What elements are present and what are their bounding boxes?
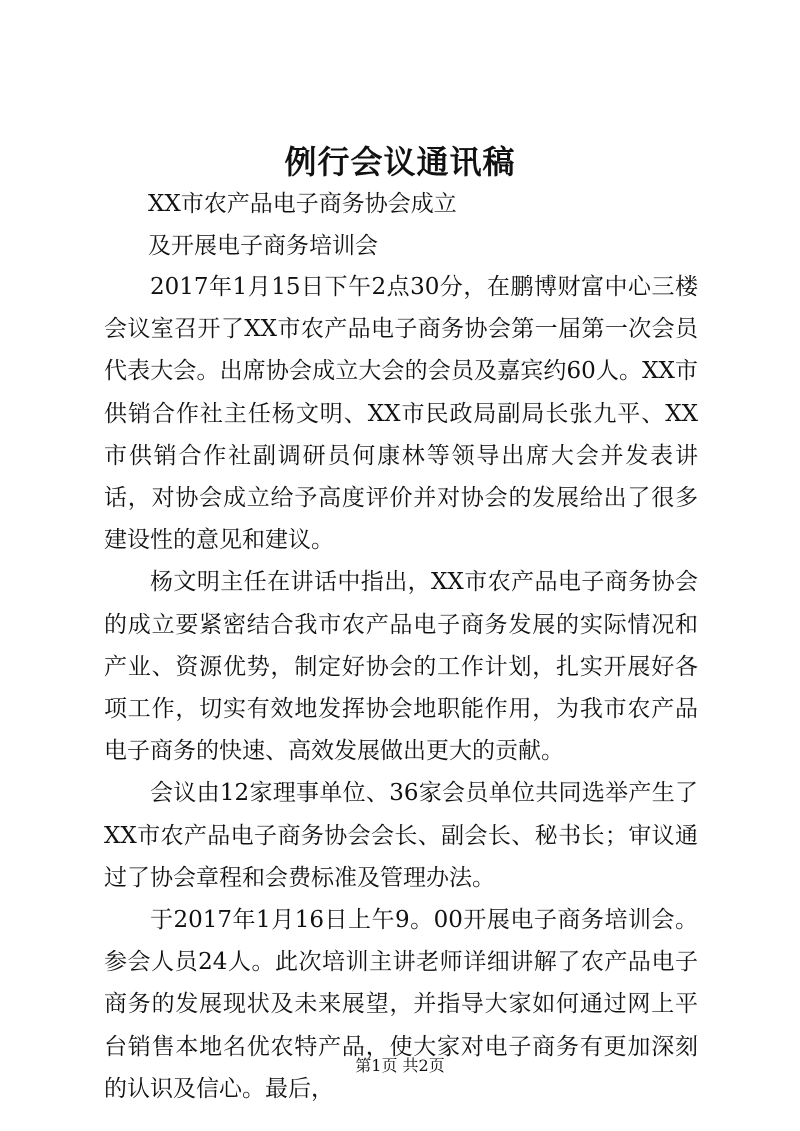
paragraph-4: 于2017年1月16日上午9。00开展电子商务培训会。参会人员24人。此次培训主讲老师详细讲解了农产品电子商务的发展现状及未来展望，并指导大家如何通过网上平台销售本地名优农特产品，使大家对电子商务有更加深刻的认识及信心。最后， xyxy=(104,907,698,1102)
paragraph-3: 会议由12家理事单位、36家会员单位共同选举产生了XX市农产品电子商务协会会长、副会长、秘书长；审议通过了协会章程和会费标准及管理办法。 xyxy=(104,780,698,891)
document-title: 例行会议通讯稿 xyxy=(284,143,516,181)
subtitle-line-2: 及开展电子商务培训会 xyxy=(148,233,378,259)
subtitle-line-1: XX市农产品电子商务协会成立 xyxy=(148,191,457,217)
page-number-footer: 第1页 共2页 xyxy=(355,1056,445,1075)
paragraph-1: 2017年1月15日下午2点30分，在鹏博财富中心三楼会议室召开了XX市农产品电子商务协会第一届第一次会员代表大会。出席协会成立大会的会员及嘉宾约60人。XX市供销合作社主任杨文明、XX市民政局副局长张九平、XX市供销合作社副调研员何康林等领导出席大会并发表讲话，对协会成立给予高度评价并对协会的发展给出了很多建设性的意见和建议。 xyxy=(104,274,698,554)
document-body xyxy=(104,266,698,1110)
paragraph-2: 杨文明主任在讲话中指出，XX市农产品电子商务协会的成立要紧密结合我市农产品电子商务发展的实际情况和产业、资源优势，制定好协会的工作计划，扎实开展好各项工作，切实有效地发挥协会地职能作用，为我市农产品电子商务的快速、高效发展做出更大的贡献。 xyxy=(104,569,698,765)
